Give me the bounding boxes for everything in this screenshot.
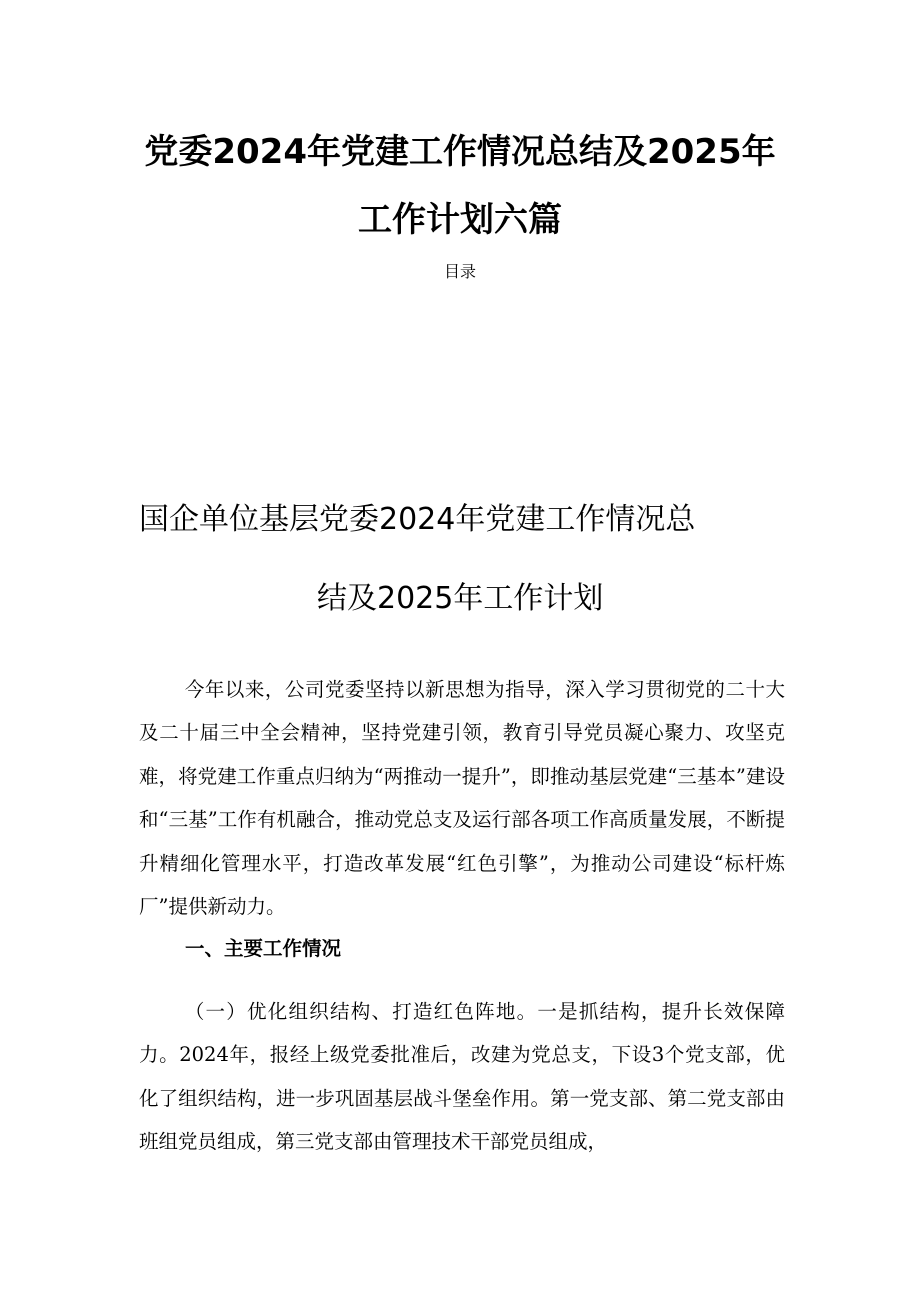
section-paragraph-1: （一）优化组织结构、打造红色阵地。一是抓结构，提升长效保障力。2024年，报经上级党委批准后，改建为党总支，下设3个党支部，优化了组织结构，进一步巩固基层战斗堡垒作用。第一党支部、第二党支部由班组党员组成，第三党支部由管理技术干部党员组成， [139, 1000, 785, 1154]
article-title-line-2: 结及2025年工作计划 [317, 581, 604, 616]
section-heading-main-work: 一、主要工作情况 [185, 937, 342, 960]
intro-paragraph: 今年以来，公司党委坚持以新思想为指导，深入学习贯彻党的二十大及二十届三中全会精神，坚持党建引领，教育引导党员凝心聚力、攻坚克难，将党建工作重点归纳为“两推动一提升”，即推动基层党建“三基本”建设和“三基”工作有机融合，推动党总支及运行部各项工作高质量发展，不断提升精细化管理水平，打造改革发展“红色引擎”，为推动公司建设“标杆炼厂”提供新动力。 [139, 678, 785, 919]
document-title-line-2: 工作计划六篇 [358, 200, 562, 240]
article-title-line-1: 国企单位基层党委2024年党建工作情况总 [139, 502, 696, 537]
table-of-contents-label: 目录 [443, 262, 476, 281]
document-title-line-1: 党委2024年党建工作情况总结及2025年 [144, 132, 776, 172]
